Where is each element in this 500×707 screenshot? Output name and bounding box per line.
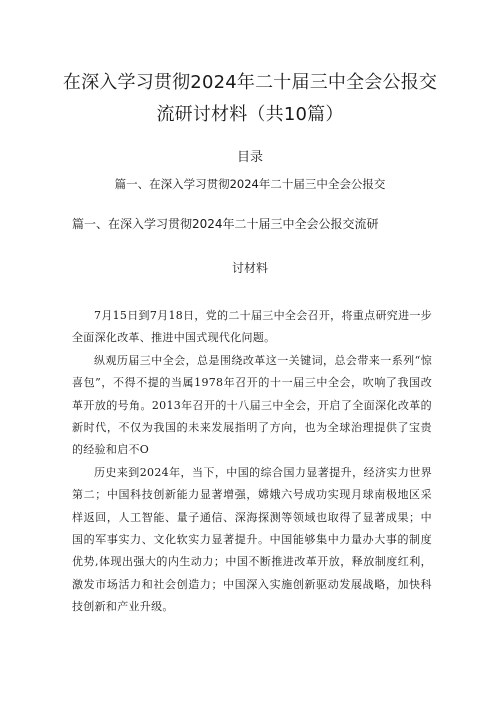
paragraph: 纵观历届三中全会，总是围绕改革这一关键词，总会带来一系列“惊喜包”，不得不提的当属1978年召开的十一届三中全会，吹响了我国改革开放的号角。2013年召开的十八届三中全会，开启了全面深化改革的新时代，不仅为我国的未来发展指明了方向，也为全球治理提供了宝贵的经验和启不O [72, 353, 432, 457]
section-title-line-2: 讨材料 [231, 261, 268, 275]
section-title-line-1: 篇一、在深入学习贯彻2024年二十届三中全会公报交流研 [72, 217, 379, 231]
document-title-line-1: 在深入学习贯彻2024年二十届三中全会公报交 [62, 72, 438, 93]
paragraph: 历史来到2024年，当下，中国的综合国力显著提升，经济实力世界第二；中国科技创新能力显著增强，嫦娥六号成功实现月球南极地区采样返回，人工智能、量子通信、深海探测等领域也取得了显著成果；中国的军事实力、文化软实力显著提升。中国能够集中力量办大事的制度优势,体现出强大的内生动力；中国不断推进改革开放，释放制度红利，激发市场活力和社会创造力；中国深入实施创新驱动发展战略，加快科技创新和产业升级。 [72, 465, 432, 614]
section-body [72, 305, 432, 619]
toc-item[interactable]: 篇一、在深入学习贯彻2024年二十届三中全会公报交 [114, 177, 386, 191]
paragraph: 7月15日到7月18日，党的二十届三中全会召开，将重点研究进一步全面深化改革、推进中国式现代化问题。 [72, 309, 432, 345]
toc-heading: 目录 [236, 150, 263, 165]
document-title-line-2: 流研讨材料（共10篇） [156, 104, 344, 125]
